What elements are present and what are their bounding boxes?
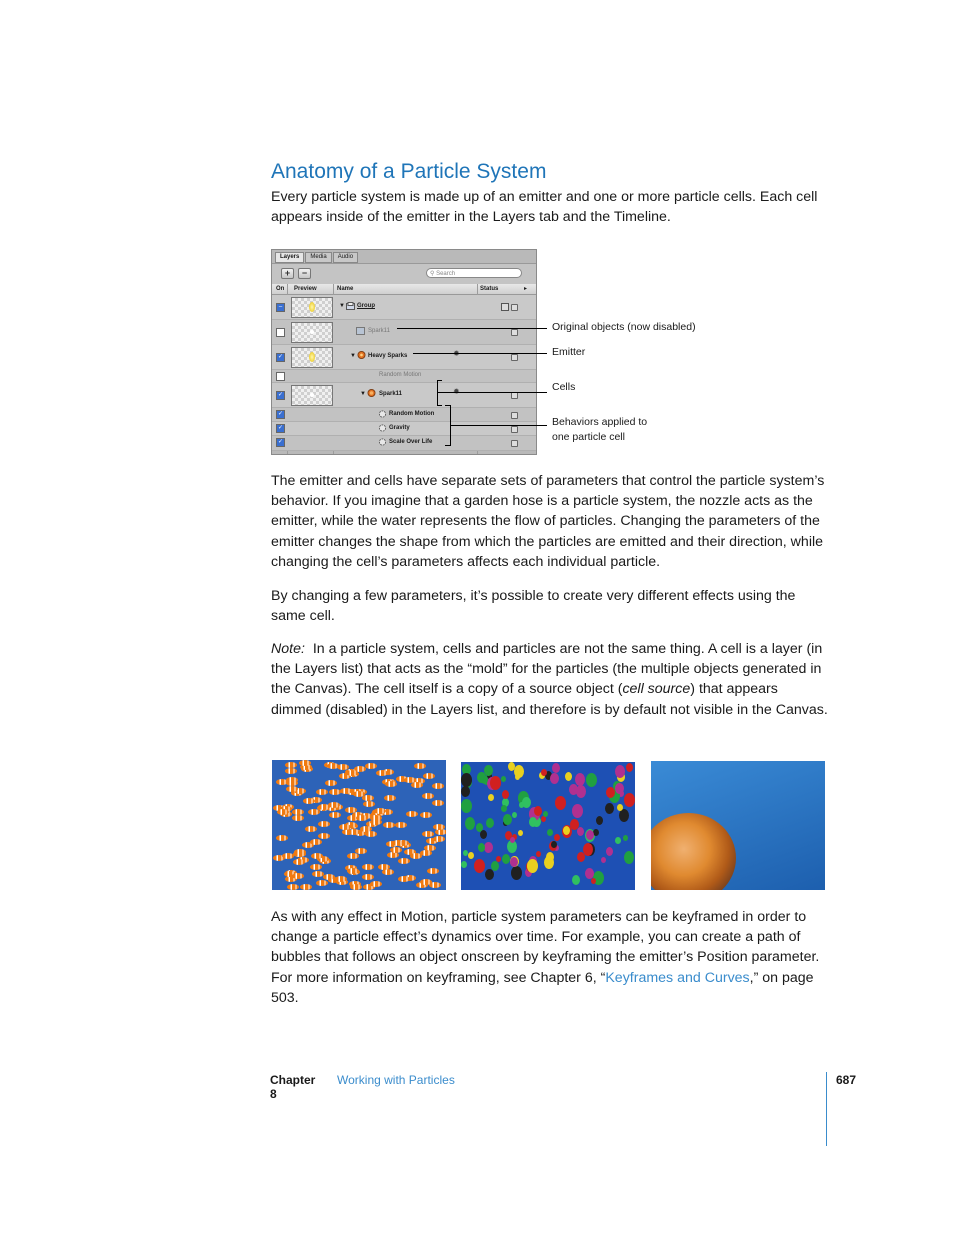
callout-behaviors-line2: one particle cell bbox=[552, 431, 625, 443]
clownfish-particle bbox=[378, 864, 390, 870]
colored-particle bbox=[615, 837, 621, 844]
clownfish-particle bbox=[292, 815, 304, 821]
clownfish-particle bbox=[303, 798, 315, 804]
particle-sphere bbox=[651, 813, 736, 890]
clownfish-particle bbox=[350, 884, 362, 890]
clownfish-particle bbox=[383, 822, 395, 828]
layer-checkbox[interactable] bbox=[276, 372, 285, 381]
panel-tabs bbox=[275, 252, 359, 262]
colored-particle bbox=[491, 861, 499, 871]
colored-particle bbox=[586, 830, 594, 840]
colored-particle bbox=[474, 859, 485, 873]
layer-preview bbox=[291, 347, 333, 368]
tab-media[interactable]: Media bbox=[305, 252, 331, 263]
clownfish-particle bbox=[300, 884, 312, 890]
layer-row-group[interactable] bbox=[272, 295, 536, 320]
colored-particle bbox=[552, 763, 560, 773]
group-icon bbox=[346, 302, 355, 310]
colored-particle bbox=[461, 786, 470, 797]
clownfish-particle bbox=[340, 788, 352, 794]
clownfish-particle bbox=[370, 819, 382, 825]
clownfish-particle bbox=[335, 876, 347, 882]
colored-particle bbox=[555, 796, 566, 810]
layer-row-emitter[interactable] bbox=[272, 345, 536, 370]
body-paragraph-3 bbox=[271, 907, 831, 1008]
column-on[interactable]: On bbox=[276, 286, 285, 292]
clownfish-particle bbox=[360, 826, 372, 832]
colored-particle bbox=[541, 769, 547, 776]
lock-icon[interactable] bbox=[511, 304, 518, 311]
behavior-gear-icon bbox=[378, 438, 387, 446]
disclosure-triangle-icon[interactable]: ▼ bbox=[339, 303, 345, 309]
clownfish-particle bbox=[305, 826, 317, 832]
colored-particle bbox=[510, 837, 515, 843]
clownfish-particle bbox=[316, 789, 328, 795]
callout-line-emitter bbox=[413, 353, 547, 354]
lock-icon[interactable] bbox=[511, 329, 518, 336]
footer-chapter-title[interactable]: Working with Particles bbox=[337, 1073, 455, 1087]
column-header bbox=[272, 284, 536, 295]
clownfish-particle bbox=[395, 822, 407, 828]
colored-particle bbox=[575, 773, 585, 786]
colored-particle bbox=[468, 852, 474, 859]
colored-particle bbox=[554, 834, 560, 841]
colored-particle bbox=[551, 841, 557, 848]
emitter-icon bbox=[357, 351, 366, 359]
colored-particle bbox=[626, 763, 633, 772]
clownfish-particle bbox=[406, 811, 418, 817]
behavior-gear-icon bbox=[378, 424, 387, 432]
panel-toolbar bbox=[272, 263, 536, 285]
colored-particle bbox=[529, 817, 537, 827]
layer-row-behavior[interactable] bbox=[272, 408, 536, 422]
example-image-fish bbox=[272, 760, 446, 890]
clownfish-particle bbox=[318, 833, 330, 839]
add-layer-button[interactable]: + bbox=[281, 268, 294, 279]
layer-row-behavior[interactable] bbox=[272, 370, 536, 383]
clownfish-particle bbox=[310, 839, 322, 845]
clownfish-particle bbox=[423, 773, 435, 779]
colored-particle bbox=[536, 851, 541, 857]
colored-particle bbox=[478, 843, 485, 852]
clownfish-particle bbox=[370, 881, 382, 887]
clownfish-particle bbox=[345, 807, 357, 813]
note-text-2: ) that appears dimmed (disabled) in the Layers list, and therefore is by default not visible in the Canvas. bbox=[271, 681, 828, 718]
callout-bracket-behaviors bbox=[445, 445, 450, 446]
clownfish-particle bbox=[433, 824, 445, 830]
lock-icon[interactable] bbox=[511, 426, 518, 433]
callout-bracket-behaviors bbox=[445, 405, 450, 406]
colored-particle bbox=[461, 773, 472, 787]
search-input[interactable] bbox=[426, 268, 522, 278]
clownfish-particle bbox=[398, 858, 410, 864]
clownfish-particle bbox=[294, 849, 306, 855]
colored-particle bbox=[512, 812, 517, 818]
callout-emitter: Emitter bbox=[552, 346, 586, 358]
clownfish-particle bbox=[362, 864, 374, 870]
clownfish-particle bbox=[299, 760, 311, 766]
colored-particle bbox=[601, 857, 606, 863]
colored-particle bbox=[543, 811, 548, 817]
keyframes-link[interactable]: Keyframes and Curves bbox=[605, 969, 750, 986]
clownfish-particle bbox=[325, 780, 337, 786]
clownfish-particle bbox=[410, 853, 422, 859]
colored-particle bbox=[522, 797, 531, 808]
clownfish-particle bbox=[277, 809, 289, 815]
column-name[interactable]: Name bbox=[337, 286, 354, 292]
colored-particle bbox=[617, 804, 623, 811]
clownfish-particle bbox=[422, 793, 434, 799]
footer-chapter: Chapter 8 bbox=[270, 1073, 316, 1101]
colored-particle bbox=[461, 861, 467, 868]
clownfish-particle bbox=[385, 781, 397, 787]
layer-checkbox[interactable]: ✓ bbox=[277, 392, 284, 398]
clownfish-particle bbox=[376, 770, 388, 776]
callout-bracket-cells bbox=[437, 405, 442, 406]
colored-particle bbox=[486, 818, 494, 828]
layer-checkbox[interactable]: ✓ bbox=[277, 439, 284, 445]
section-heading: Anatomy of a Particle System bbox=[271, 160, 547, 183]
layer-name: Spark11 bbox=[379, 391, 403, 397]
clownfish-particle bbox=[292, 809, 304, 815]
footer-rule bbox=[826, 1072, 827, 1146]
clownfish-particle bbox=[318, 821, 330, 827]
note-label: Note: bbox=[271, 641, 305, 657]
colored-particle bbox=[591, 878, 596, 884]
clownfish-particle bbox=[329, 789, 341, 795]
colored-particle bbox=[518, 830, 523, 836]
layer-name: Heavy Sparks bbox=[368, 353, 408, 359]
layer-name: Random Motion bbox=[389, 411, 435, 417]
layer-name: Spark11 bbox=[368, 328, 390, 334]
callout-cells: Cells bbox=[552, 381, 576, 393]
layer-preview bbox=[291, 297, 333, 318]
callout-behaviors-line1: Behaviors applied to bbox=[552, 416, 648, 428]
body-paragraph-1: The emitter and cells have separate sets of parameters that control the particle system’s behavior. If you imagine that a garden hose is a particle system, the nozzle acts as the emitter, while the water represents the flow of particles. Changing the parameters of the emitter changes the shape from which the particles are emitted and their direction, while changing the cell’s parameters affects each individual particle. bbox=[271, 473, 825, 570]
disclosure-triangle-icon[interactable]: ▼ bbox=[350, 353, 356, 359]
colored-particle bbox=[511, 866, 522, 880]
clownfish-particle bbox=[422, 831, 434, 837]
colored-particle bbox=[563, 826, 570, 835]
colored-particle bbox=[490, 776, 501, 790]
colored-particle bbox=[502, 854, 510, 864]
colored-particle bbox=[501, 776, 506, 782]
clownfish-particle bbox=[363, 801, 375, 807]
clownfish-particle bbox=[420, 812, 432, 818]
clownfish-particle bbox=[433, 836, 445, 842]
page-number: 687 bbox=[836, 1073, 857, 1087]
colored-particle bbox=[465, 817, 475, 830]
layer-name: Group bbox=[357, 303, 375, 309]
clownfish-particle bbox=[287, 884, 299, 890]
colored-particle bbox=[596, 816, 603, 825]
colored-particle bbox=[502, 790, 509, 799]
clownfish-particle bbox=[323, 874, 335, 880]
layer-checkbox[interactable]: ✓ bbox=[277, 411, 284, 417]
colored-particle bbox=[569, 784, 578, 795]
behavior-gear-icon bbox=[378, 410, 387, 418]
cell-icon bbox=[367, 389, 376, 397]
tab-audio[interactable]: Audio bbox=[333, 252, 358, 263]
lock-icon[interactable] bbox=[511, 412, 518, 419]
clownfish-particle bbox=[286, 777, 298, 783]
clownfish-particle bbox=[374, 808, 386, 814]
colored-particle bbox=[510, 857, 518, 867]
colored-particle bbox=[615, 765, 625, 778]
layer-row-behavior[interactable] bbox=[272, 436, 536, 451]
colored-particle bbox=[565, 772, 572, 781]
tab-layers[interactable]: Layers bbox=[275, 252, 304, 263]
colored-particle bbox=[527, 859, 538, 873]
colored-particle bbox=[480, 830, 487, 839]
colored-particle bbox=[484, 765, 493, 776]
clownfish-particle bbox=[292, 873, 304, 879]
disclosure-triangle-icon[interactable]: ▼ bbox=[360, 391, 366, 397]
colored-particle bbox=[615, 783, 624, 794]
colored-particle bbox=[503, 814, 512, 825]
clownfish-particle bbox=[356, 815, 368, 821]
clownfish-particle bbox=[329, 812, 341, 818]
callout-line-original bbox=[397, 328, 547, 329]
clownfish-particle bbox=[310, 864, 322, 870]
clownfish-particle bbox=[427, 868, 439, 874]
colored-particle bbox=[572, 875, 580, 885]
group-status-icon bbox=[501, 303, 509, 311]
colored-particle bbox=[544, 856, 554, 869]
colored-particle bbox=[547, 829, 553, 836]
clownfish-particle bbox=[316, 880, 328, 886]
layer-checkbox[interactable] bbox=[276, 328, 285, 337]
example-image-sphere bbox=[651, 761, 825, 890]
lock-icon[interactable] bbox=[511, 354, 518, 361]
callout-line-behaviors bbox=[451, 425, 547, 426]
note-paragraph bbox=[271, 639, 831, 720]
image-layer-icon bbox=[356, 327, 365, 335]
layer-checkbox[interactable]: ✓ bbox=[277, 354, 284, 360]
clownfish-particle bbox=[432, 800, 444, 806]
colored-particle bbox=[624, 793, 635, 807]
clownfish-particle bbox=[411, 782, 423, 788]
note-term: cell source bbox=[622, 681, 691, 698]
remove-layer-button[interactable]: − bbox=[298, 268, 311, 279]
clownfish-particle bbox=[346, 770, 358, 776]
colored-particle bbox=[550, 773, 559, 784]
clownfish-particle bbox=[293, 859, 305, 865]
colored-particle bbox=[605, 803, 614, 814]
colored-particle bbox=[585, 868, 594, 879]
layer-name: Random Motion bbox=[379, 372, 422, 378]
para3-text-2: ,” on page 503. bbox=[271, 969, 814, 1006]
callout-bracket-cells bbox=[437, 380, 442, 381]
clownfish-particle bbox=[337, 764, 349, 770]
layer-preview bbox=[291, 322, 333, 343]
body-paragraph-2: By changing a few parameters, it’s possible to create very different effects using the same cell. bbox=[271, 588, 796, 625]
intro-paragraph: Every particle system is made up of an emitter and one or more particle cells. Each cell appears inside of the emitter in the Layers tab and the Timeline. bbox=[271, 189, 818, 226]
callout-line-cells bbox=[438, 392, 547, 393]
colored-particle bbox=[501, 805, 507, 812]
colored-particle bbox=[583, 843, 593, 856]
column-menu-icon[interactable]: ▸ bbox=[524, 286, 528, 292]
lock-icon[interactable] bbox=[511, 392, 518, 399]
colored-particle bbox=[534, 806, 542, 816]
colored-particle bbox=[586, 773, 597, 787]
clownfish-particle bbox=[384, 795, 396, 801]
clownfish-particle bbox=[392, 840, 404, 846]
clownfish-particle bbox=[285, 768, 297, 774]
clownfish-particle bbox=[328, 802, 340, 808]
lock-icon[interactable] bbox=[511, 440, 518, 447]
example-image-colored-particles bbox=[461, 762, 635, 890]
search-icon: ⚲ bbox=[430, 271, 435, 277]
layer-name: Scale Over Life bbox=[389, 439, 433, 445]
colored-particle bbox=[572, 804, 583, 818]
colored-particle bbox=[484, 842, 493, 853]
clownfish-particle bbox=[432, 783, 444, 789]
para3-text-1: As with any effect in Motion, particle system parameters can be keyframed in order to change a particle effect’s dynamics over time. For example, you can create a path of bubbles that follows an object onscreen by keyframing the emitter’s Position parameter. For more information on keyframing, see Chapter 6, “ bbox=[271, 909, 820, 986]
layer-name: Gravity bbox=[389, 425, 410, 431]
clownfish-particle bbox=[362, 795, 374, 801]
colored-particle bbox=[624, 851, 634, 864]
layer-row-source[interactable] bbox=[272, 320, 536, 345]
colored-particle bbox=[461, 799, 472, 813]
clownfish-particle bbox=[286, 786, 298, 792]
clownfish-particle bbox=[348, 829, 360, 835]
clownfish-particle bbox=[347, 853, 359, 859]
clownfish-particle bbox=[365, 763, 377, 769]
clownfish-particle bbox=[355, 848, 367, 854]
clownfish-particle bbox=[398, 876, 410, 882]
layer-checkbox[interactable]: ✓ bbox=[277, 425, 284, 431]
clownfish-particle bbox=[276, 835, 288, 841]
callout-original: Original objects (now disabled) bbox=[552, 321, 696, 333]
colored-particle bbox=[606, 847, 613, 856]
layer-preview bbox=[291, 385, 333, 406]
search-placeholder: Search bbox=[436, 271, 456, 277]
clownfish-particle bbox=[347, 868, 359, 874]
colored-particle bbox=[514, 765, 524, 778]
layer-row-cell[interactable] bbox=[272, 383, 536, 408]
clownfish-particle bbox=[414, 763, 426, 769]
clownfish-particle bbox=[390, 847, 402, 853]
clownfish-particle bbox=[420, 879, 432, 885]
colored-particle bbox=[623, 835, 628, 841]
column-preview[interactable]: Preview bbox=[294, 286, 317, 292]
clownfish-particle bbox=[362, 874, 374, 880]
column-status[interactable]: Status bbox=[480, 286, 499, 292]
colored-particle bbox=[488, 794, 494, 801]
layer-checkbox[interactable]: – bbox=[276, 303, 285, 312]
clownfish-particle bbox=[311, 853, 323, 859]
colored-particle bbox=[577, 827, 584, 836]
colored-particle bbox=[481, 775, 488, 784]
note-text-1: In a particle system, cells and particles are not the same thing. A cell is a layer (in the Layers list) that acts as the “mold” for the particles (the multiple objects generated in the Canvas). The cell itself is a copy of a source object ( bbox=[271, 641, 823, 698]
